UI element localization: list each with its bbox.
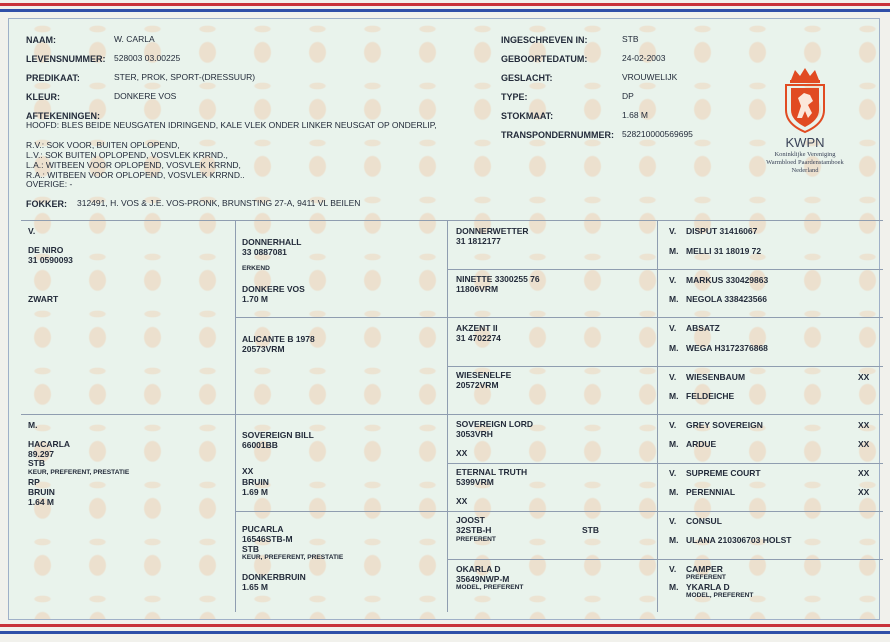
fokker-label: FOKKER: <box>26 199 67 209</box>
transponder-value: 528210000569695 <box>622 129 693 139</box>
geslacht-label: GESLACHT: <box>501 73 553 83</box>
gen4-xx: XX <box>858 372 870 382</box>
kleur-value: DONKERE VOS <box>114 91 177 101</box>
aftekening-line: L.V.: SOK BUITEN OPLOPEND, VOSVLEK KRRND., <box>26 150 228 160</box>
gen4-tag: V. <box>669 372 677 382</box>
gen2-number: 20573VRM <box>242 344 285 354</box>
naam-label: NAAM: <box>26 35 56 45</box>
geslacht-value: VROUWELIJK <box>622 72 678 82</box>
gen3-number: 31 4702274 <box>456 333 501 343</box>
grid-line <box>447 463 883 464</box>
levensnummer-value: 528003 03.00225 <box>114 53 181 63</box>
flag-stripe-blue-top <box>0 9 890 12</box>
gen4-xx: XX <box>858 487 870 497</box>
gen4-tag: M. <box>669 294 679 304</box>
flag-stripe-blue-bottom <box>0 631 890 634</box>
kleur-label: KLEUR: <box>26 92 60 102</box>
geboortedatum-value: 24-02-2003 <box>622 53 666 63</box>
dam-name: HACARLA <box>28 439 71 449</box>
grid-line <box>21 220 883 221</box>
gen4-tag: M. <box>669 343 679 353</box>
sire-color: ZWART <box>28 294 59 304</box>
geboortedatum-label: GEBOORTEDATUM: <box>501 54 588 64</box>
dam-height: 1.64 M <box>28 497 54 507</box>
gen3-name: NINETTE 3300255 76 <box>456 274 540 284</box>
gen3-number: 20572VRM <box>456 380 499 390</box>
gen4-dam-name: FELDEICHE <box>686 391 735 401</box>
gen4-dam-name: WEGA H3172376868 <box>686 343 768 353</box>
flag-stripe-red-top <box>0 3 890 6</box>
stokmaat-value: 1.68 M <box>622 110 648 120</box>
gen4-sire-name: ABSATZ <box>686 323 720 333</box>
sire-number: 31 0590093 <box>28 255 73 265</box>
gen3-name: WIESENELFE <box>456 370 512 380</box>
gen4-tag: M. <box>669 246 679 256</box>
grid-line <box>657 220 658 612</box>
grid-line <box>447 559 883 560</box>
gen2-color: BRUIN <box>242 477 269 487</box>
grid-line <box>235 220 236 612</box>
gen2-name: DONNERHALL <box>242 237 302 247</box>
gen3-note: MODEL, PREFERENT <box>456 584 524 591</box>
gen3-number: 32STB-H <box>456 525 492 535</box>
gen4-tag: V. <box>669 323 677 333</box>
gen3-xx: XX <box>456 448 468 458</box>
sire-tag: V. <box>28 226 36 236</box>
gen3-number: 35649NWP-M <box>456 574 510 584</box>
gen4-tag: V. <box>669 226 677 236</box>
gen2-predicates: KEUR, PREFERENT, PRESTATIE <box>242 554 344 561</box>
gen3-name: OKARLA D <box>456 564 501 574</box>
predikaat-value: STER, PROK, SPORT-(DRESSUUR) <box>114 72 256 82</box>
gen2-height: 1.70 M <box>242 294 268 304</box>
gen4-tag: V. <box>669 275 677 285</box>
gen4-tag: V. <box>669 564 677 574</box>
aftekening-line: OVERIGE: - <box>26 179 73 189</box>
gen3-name: ETERNAL TRUTH <box>456 467 528 477</box>
gen2-name: PUCARLA <box>242 524 284 534</box>
type-value: DP <box>622 91 634 101</box>
gen4-sire-name: SUPREME COURT <box>686 468 761 478</box>
gen4-dam-name: NEGOLA 338423566 <box>686 294 767 304</box>
naam-value: W. CARLA <box>114 34 155 44</box>
gen4-dam-name: YKARLA D <box>686 582 730 592</box>
gen2-height: 1.65 M <box>242 582 268 592</box>
gen4-xx: XX <box>858 420 870 430</box>
gen3-name: JOOST <box>456 515 485 525</box>
type-label: TYPE: <box>501 92 528 102</box>
kwpn-crest-icon <box>777 66 833 136</box>
gen2-height: 1.69 M <box>242 487 268 497</box>
gen4-tag: V. <box>669 516 677 526</box>
aftekening-line: HOOFD: BLES BEIDE NEUSGATEN IDRINGEND, KALE VLEK ONDER LINKER NEUSGAT OP ONDERLIP, <box>26 120 437 130</box>
gen4-xx: XX <box>858 439 870 449</box>
kwpn-tagline-2: Warmbloed Paardenstamboek <box>766 159 844 166</box>
gen3-name: DONNERWETTER <box>456 226 529 236</box>
levensnummer-label: LEVENSNUMMER: <box>26 54 106 64</box>
gen4-tag: M. <box>669 487 679 497</box>
transponder-label: TRANSPONDERNUMMER: <box>501 130 614 140</box>
kwpn-tagline-1: Koninklijke Vereniging <box>774 151 836 158</box>
gen4-tag: M. <box>669 391 679 401</box>
gen4-tag: V. <box>669 420 677 430</box>
gen3-number: 11806VRM <box>456 284 499 294</box>
gen3-xx: XX <box>456 496 468 506</box>
dam-extra: RP <box>28 477 40 487</box>
gen2-note: ERKEND <box>242 265 270 272</box>
gen4-sire-name: CONSUL <box>686 516 722 526</box>
dam-book: STB <box>28 458 45 468</box>
gen4-dam-name: ULANA 210306703 HOLST <box>686 535 792 545</box>
grid-line <box>447 269 883 270</box>
grid-line <box>235 317 883 318</box>
gen4-note: MODEL, PREFERENT <box>686 592 754 599</box>
gen3-number: 31 1812177 <box>456 236 501 246</box>
gen4-tag: M. <box>669 582 679 592</box>
grid-line <box>21 414 883 415</box>
flag-stripe-red-bottom <box>0 624 890 627</box>
gen3-note: PREFERENT <box>456 536 496 543</box>
gen4-sire-name: DISPUT 31416067 <box>686 226 758 236</box>
gen2-number: 16546STB-M <box>242 534 293 544</box>
gen3-name: SOVEREIGN LORD <box>456 419 533 429</box>
gen2-color: DONKERE VOS <box>242 284 305 294</box>
gen3-number: 3053VRH <box>456 429 493 439</box>
aftekening-line: L.A.: WITBEEN VOOR OPLOPEND, VOSVLEK KRRND, <box>26 160 241 170</box>
gen2-color: DONKERBRUIN <box>242 572 306 582</box>
stokmaat-label: STOKMAAT: <box>501 111 554 121</box>
gen4-sire-name: CAMPER <box>686 564 723 574</box>
certificate-paper <box>8 18 880 620</box>
gen4-tag: M. <box>669 439 679 449</box>
ingeschreven-label: INGESCHREVEN IN: <box>501 35 588 45</box>
aftekening-line: R.V.: SOK VOOR, BUITEN OPLOPEND, <box>26 140 180 150</box>
dam-predicates: KEUR, PREFERENT, PRESTATIE <box>28 469 130 476</box>
fokker-value: 312491, H. VOS & J.E. VOS-PRONK, BRUNSTING 27-A, 9411 VL BEILEN <box>77 198 361 208</box>
gen2-number: 66001BB <box>242 440 278 450</box>
aftekeningen-label: AFTEKENINGEN: <box>26 111 100 121</box>
gen4-tag: V. <box>669 468 677 478</box>
gen4-sire-name: WIESENBAUM <box>686 372 746 382</box>
grid-line <box>447 220 448 612</box>
gen3-name: AKZENT II <box>456 323 498 333</box>
grid-line <box>447 366 883 367</box>
gen2-xx: XX <box>242 466 254 476</box>
gen4-dam-name: ARDUE <box>686 439 717 449</box>
dam-color: BRUIN <box>28 487 55 497</box>
grid-line <box>235 511 883 512</box>
gen4-tag: M. <box>669 535 679 545</box>
gen2-name: ALICANTE B 1978 <box>242 334 315 344</box>
gen4-xx: XX <box>858 468 870 478</box>
dam-tag: M. <box>28 420 38 430</box>
gen4-dam-name: PERENNIAL <box>686 487 736 497</box>
gen3-book: STB <box>582 525 599 535</box>
sire-name: DE NIRO <box>28 245 64 255</box>
predikaat-label: PREDIKAAT: <box>26 73 80 83</box>
gen4-sire-name: GREY SOVEREIGN <box>686 420 763 430</box>
gen2-book: STB <box>242 544 259 554</box>
gen4-dam-name: MELLI 31 18019 72 <box>686 246 762 256</box>
dam-number: 89.297 <box>28 449 54 459</box>
ingeschreven-value: STB <box>622 34 639 44</box>
gen2-name: SOVEREIGN BILL <box>242 430 314 440</box>
kwpn-name: KWPN <box>785 135 825 150</box>
gen2-number: 33 0887081 <box>242 247 287 257</box>
gen3-number: 5399VRM <box>456 477 494 487</box>
gen4-note: PREFERENT <box>686 574 726 581</box>
aftekening-line: R.A.: WITBEEN VOOR OPLOPEND, VOSVLEK KRRND.. <box>26 170 245 180</box>
kwpn-tagline-3: Nederland <box>791 167 819 174</box>
gen4-sire-name: MARKUS 330429863 <box>686 275 769 285</box>
